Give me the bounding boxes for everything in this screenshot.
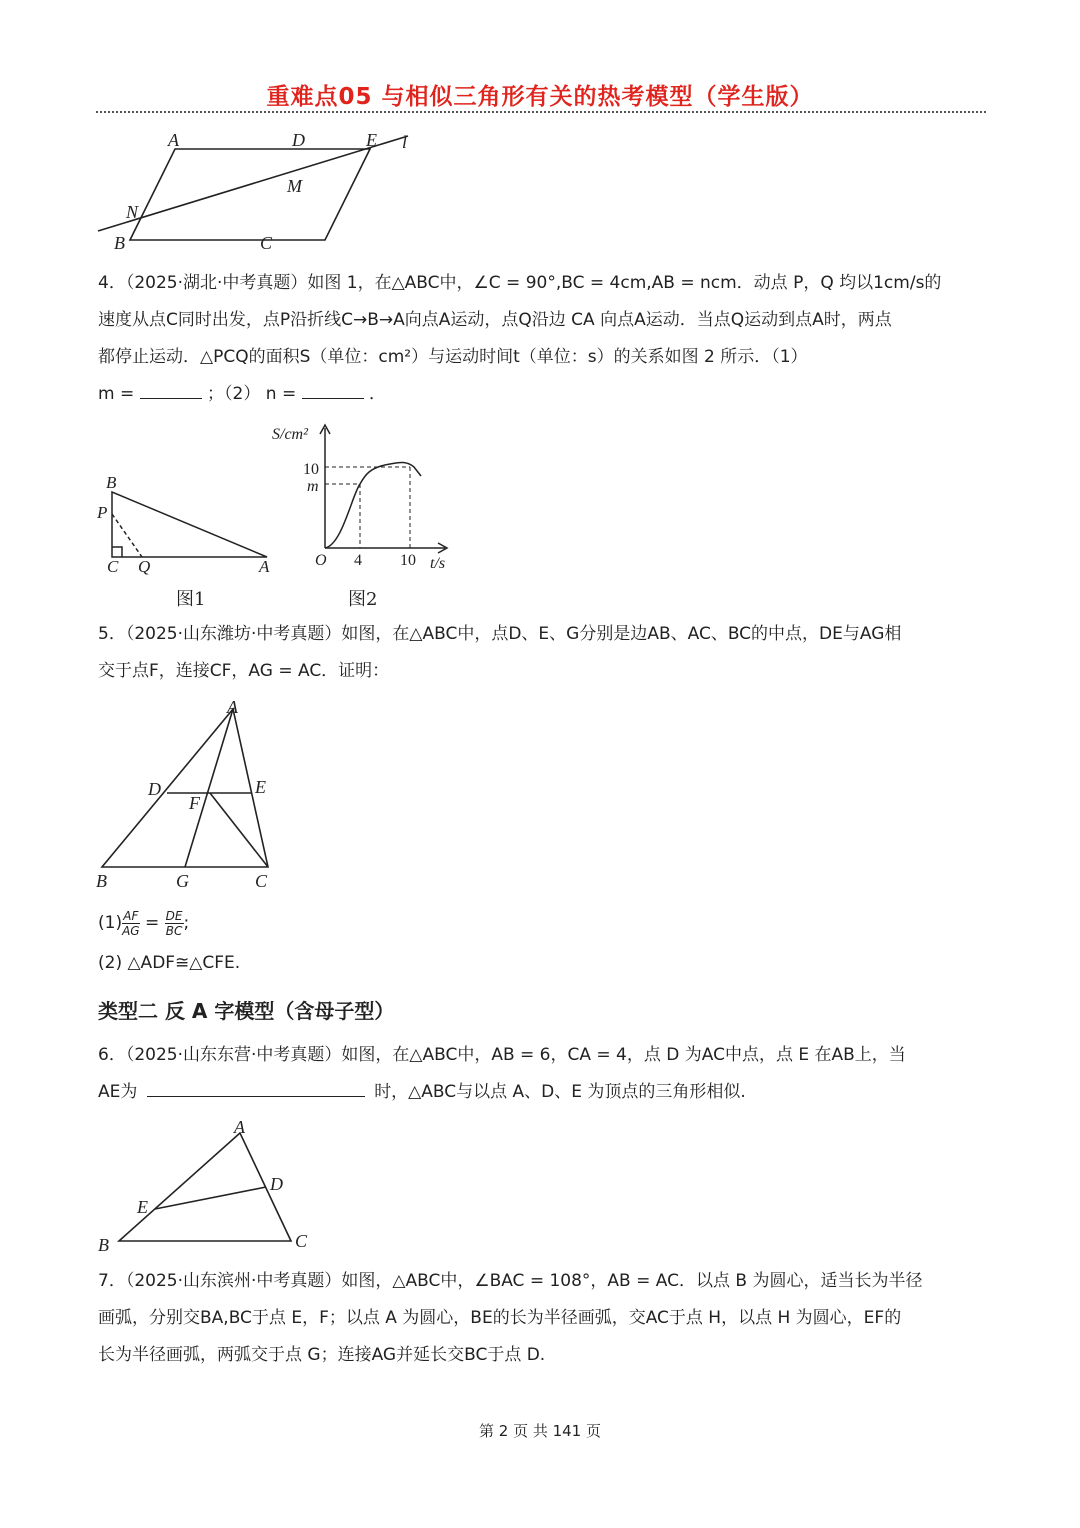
- segment-ED: [155, 1187, 266, 1209]
- parallelogram-abcd: [130, 149, 370, 240]
- fig2-tick-10: 10: [303, 461, 319, 478]
- label-N: N: [126, 202, 139, 222]
- answer-m-blank[interactable]: [140, 380, 202, 399]
- label-A: A: [168, 130, 179, 150]
- frac-af: AF: [123, 908, 139, 923]
- q6-label-C: C: [295, 1231, 308, 1251]
- q4-answer-line: [98, 376, 984, 413]
- q4-line-3: 都停止运动．△PCQ的面积S（单位：cm²）与运动时间t（单位：s）的关系如图 2 所示．（1）: [98, 347, 808, 367]
- figure-q6-triangle: [90, 1115, 320, 1260]
- graph-curve: [325, 462, 421, 548]
- q5-label-C: C: [255, 871, 268, 891]
- fraction-af-ag: [122, 909, 140, 938]
- q7-line-3: 长为半径画弧，两弧交于点 G；连接AG并延长交BC于点 D.: [98, 1345, 546, 1365]
- fraction-de-bc: [165, 909, 184, 938]
- q5-label-A: A: [227, 697, 238, 717]
- question-5: [98, 616, 984, 690]
- frac-ag: AG: [122, 923, 140, 938]
- page-title: 重难点05 与相似三角形有关的热考模型（学生版）: [266, 84, 814, 110]
- figure-parallelogram: [90, 122, 430, 257]
- fig2-tick-4: 4: [354, 552, 362, 569]
- frac-bc: BC: [165, 923, 183, 938]
- q5-line-1: 5．（2025·山东潍坊·中考真题）如图，在△ABC中，点D、E、G分别是边AB、AC、BC的中点，DE与AG相: [98, 624, 902, 644]
- fig2-tick-m: m: [307, 478, 319, 495]
- answer-n-blank[interactable]: [302, 380, 364, 399]
- q5-label-G: G: [176, 871, 189, 891]
- q5-line-2: 交于点F，连接CF，AG = AC．证明：: [98, 661, 390, 681]
- label-C: C: [260, 233, 273, 253]
- answer-m-label: m =: [98, 384, 135, 404]
- fig2-xlabel: t/s: [430, 555, 446, 572]
- segment-AG: [185, 709, 233, 867]
- q5-part1-end: ;: [183, 913, 190, 933]
- fig1-label-A: A: [259, 557, 270, 575]
- answer-separator: ；（2）: [207, 384, 261, 404]
- q7-line-1: 7．（2025·山东滨州·中考真题）如图，△ABC中，∠BAC = 108°，AB = AC．以点 B 为圆心，适当长为半径: [98, 1271, 923, 1291]
- fig2-origin: O: [315, 552, 327, 569]
- fig1-label-P: P: [97, 503, 108, 522]
- fig2-ylabel: S/cm²: [272, 426, 308, 443]
- q6-line2-suffix: 时，△ABC与以点 A、D、E 为顶点的三角形相似.: [374, 1082, 746, 1102]
- q4-line-1: 4．（2025·湖北·中考真题）如图 1，在△ABC中，∠C = 90°,BC = 4cm,AB = ncm．动点 P，Q 均以1cm/s的: [98, 273, 942, 293]
- fig2-caption: 图2: [348, 589, 378, 610]
- q6-line-1: 6．（2025·山东东营·中考真题）如图，在△ABC中，AB = 6，CA = 4，点 D 为AC中点，点 E 在AB上，当: [98, 1045, 906, 1065]
- q6-label-A: A: [234, 1117, 245, 1137]
- page-footer: 第 2 页 共 141 页: [478, 1422, 601, 1440]
- q5-part1-eq: =: [145, 913, 160, 933]
- label-M: M: [287, 176, 302, 196]
- q5-part-2: (2) △ADF≅△CFE.: [98, 953, 241, 973]
- q7-line-2: 画弧，分别交BA,BC于点 E，F；以点 A 为圆心，BE的长为半径画弧，交AC于点 H，以点 H 为圆心，EF的: [98, 1308, 902, 1328]
- q5-label-F: F: [189, 793, 200, 813]
- fig1-caption: 图1: [176, 589, 206, 610]
- label-B: B: [114, 233, 125, 253]
- label-l: l: [402, 132, 408, 152]
- q6-label-D: D: [270, 1174, 283, 1194]
- q5-label-D: D: [148, 779, 161, 799]
- figure-q5-triangle: [90, 695, 280, 895]
- label-D: D: [292, 130, 305, 150]
- figure-1-triangle: [95, 470, 285, 575]
- fig1-label-B: B: [106, 473, 117, 492]
- answer-ae-blank[interactable]: [147, 1078, 365, 1097]
- line-l: [98, 136, 408, 231]
- q6-line-2: [98, 1074, 984, 1111]
- section-heading: 类型二 反 A 字模型（含母子型）: [98, 999, 395, 1023]
- q4-line-2: 速度从点C同时出发，点P沿折线C→B→A向点A运动，点Q沿边 CA 向点A运动．当点Q运动到点A时，两点: [98, 310, 892, 330]
- fig2-tick-x10: 10: [400, 552, 416, 569]
- q5-label-B: B: [96, 871, 107, 891]
- question-7: [98, 1263, 984, 1374]
- frac-de: DE: [165, 908, 183, 923]
- q5-part-1: [98, 905, 984, 942]
- q5-part1-prefix: (1): [98, 913, 123, 933]
- figure-2-graph: [270, 420, 460, 575]
- question-6: [98, 1037, 984, 1111]
- q5-label-E: E: [255, 777, 266, 797]
- fig1-label-Q: Q: [138, 557, 151, 575]
- fig1-label-C: C: [107, 557, 119, 575]
- header-divider: [96, 111, 986, 113]
- label-E: E: [366, 130, 377, 150]
- answer-n-label: n =: [265, 384, 297, 404]
- q6-line2-prefix: AE为: [98, 1082, 138, 1102]
- question-4: [98, 265, 984, 413]
- q6-label-E: E: [137, 1197, 148, 1217]
- q6-label-B: B: [98, 1235, 109, 1255]
- answer-end: ．: [369, 384, 387, 404]
